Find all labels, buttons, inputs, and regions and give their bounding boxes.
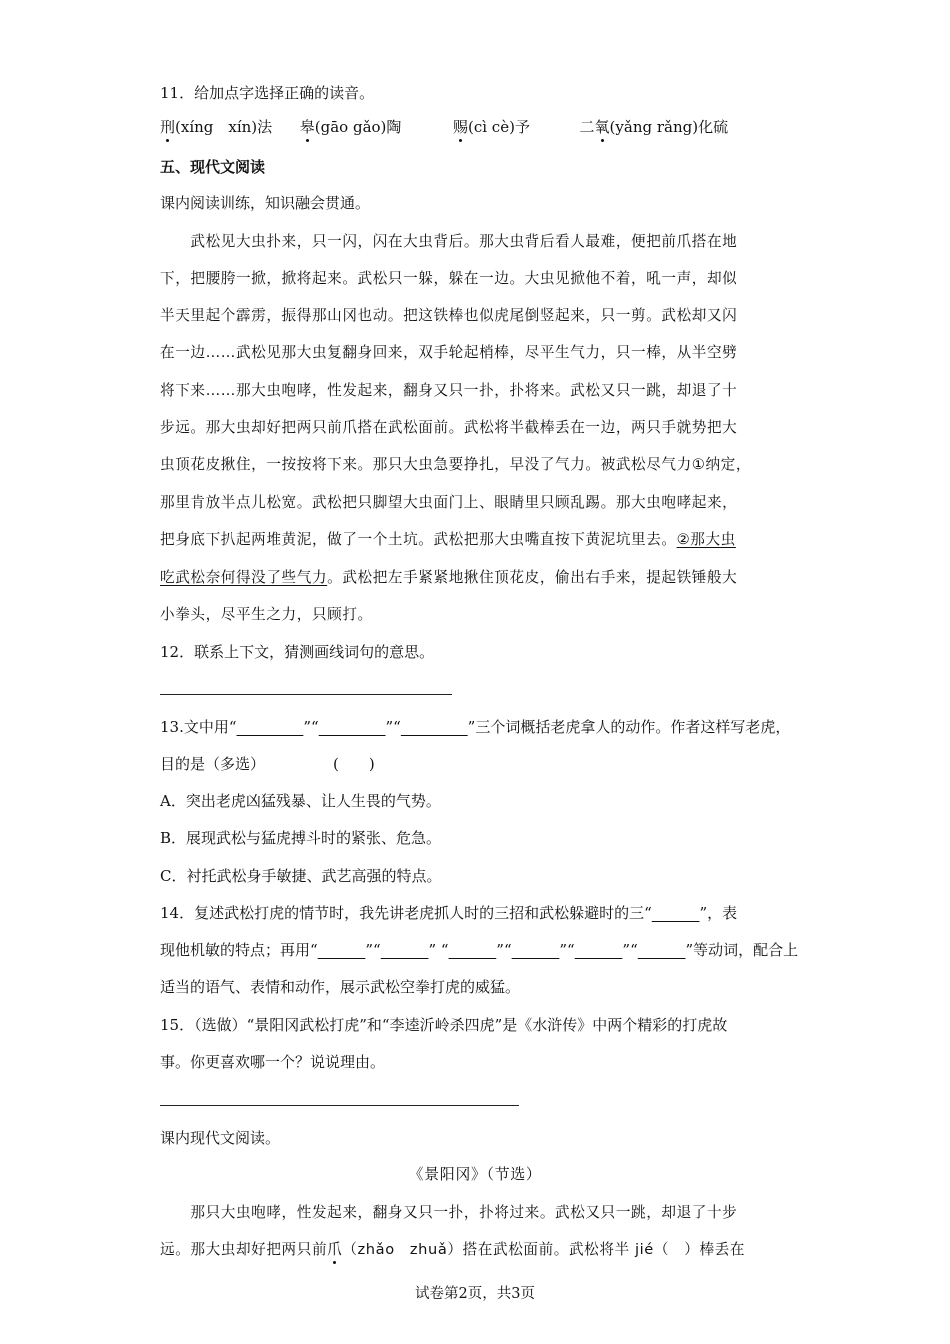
blank[interactable] bbox=[401, 718, 468, 736]
section-heading: 五、现代文阅读 bbox=[160, 158, 266, 176]
passage-line: 将下来……那大虫咆哮，性发起来，翻身又只一扑，扑将来。武松又只一跳，却退了十 bbox=[160, 382, 738, 399]
passage-line: 步远。那大虫却好把两只前爪搭在武松面前。武松将半截棒丢在一边，两只手就势把大 bbox=[160, 419, 738, 436]
passage-line: 那只大虫咆哮，性发起来，翻身又只一扑，扑将过来。武松又只一跳，却退了十步 bbox=[160, 1204, 738, 1221]
passage-line: 远。那大虫却好把两只前爪（zhǎo zhuǎ）搭在武松面前。武松将半 jié（ ）棒丢在 bbox=[160, 1238, 745, 1259]
blank[interactable] bbox=[318, 941, 366, 959]
passage-line: 吃武松奈何得没了些气力。武松把左手紧紧地揪住顶花皮，偷出右手来，提起铁锤般大 bbox=[160, 569, 738, 586]
page-footer: 试卷第2页，共3页 bbox=[415, 1286, 535, 1302]
passage-line: 武松见大虫扑来，只一闪，闪在大虫背后。那大虫背后看人最难，便把前爪搭在地 bbox=[160, 233, 738, 250]
question-14-line2: 现他机敏的特点；再用“ ”“ ” “ ”“ ”“ ”“ ”等动词，配合上 bbox=[160, 941, 799, 959]
question-12: 12．联系上下文，猜测画线词句的意思。 bbox=[160, 643, 435, 661]
passage-line: 下，把腰胯一掀，掀将起来。武松只一躲，躲在一边。大虫见掀他不着，吼一声，却似 bbox=[160, 270, 738, 287]
question-15-line2: 事。你更喜欢哪一个？说说理由。 bbox=[160, 1053, 386, 1071]
reading-intro: 课内现代文阅读。 bbox=[160, 1129, 281, 1147]
blank[interactable] bbox=[319, 718, 386, 736]
question-14-line3: 适当的语气、表情和动作，展示武松空拳打虎的威猛。 bbox=[160, 978, 521, 996]
blank[interactable] bbox=[575, 941, 623, 959]
blank[interactable] bbox=[237, 718, 304, 736]
blank[interactable] bbox=[512, 941, 560, 959]
blank[interactable] bbox=[449, 941, 497, 959]
answer-line-15[interactable] bbox=[160, 1105, 519, 1106]
passage-title: 《景阳冈》（节选） bbox=[408, 1165, 542, 1183]
answer-line-12[interactable] bbox=[160, 694, 452, 695]
blank[interactable] bbox=[638, 941, 686, 959]
q11-item-4: 二氧(yǎng rǎng)化硫 bbox=[579, 118, 729, 136]
q11-item-1: 刑(xíng xín)法 bbox=[160, 118, 273, 136]
option-c: C．衬托武松身手敏捷、武艺高强的特点。 bbox=[160, 867, 442, 885]
underlined-sentence: ②那大虫 bbox=[676, 531, 736, 548]
passage-line: 半天里起个霹雳，振得那山冈也动。把这铁棒也似虎尾倒竖起来，只一剪。武松却又闪 bbox=[160, 307, 738, 324]
dotted-char: 爪 bbox=[327, 1238, 342, 1259]
option-b: B．展现武松与猛虎搏斗时的紧张、危急。 bbox=[160, 829, 442, 847]
question-13-line1: 13.文中用“ ”“ ”“ ”三个词概括老虎拿人的动作。作者这样写老虎， bbox=[160, 718, 791, 736]
section-intro: 课内阅读训练，知识融会贯通。 bbox=[160, 194, 371, 212]
blank[interactable] bbox=[652, 904, 700, 922]
question-11-prompt: 11．给加点字选择正确的读音。 bbox=[160, 84, 375, 102]
answer-paren[interactable]: ( ) bbox=[333, 755, 375, 773]
passage-line: 小拳头，尽平生之力，只顾打。 bbox=[160, 606, 373, 623]
passage-line: 那里肯放半点儿松宽。武松把只脚望大虫面门上、眼睛里只顾乱踢。那大虫咆哮起来， bbox=[160, 494, 738, 511]
question-14-line1: 14．复述武松打虎的情节时，我先讲老虎抓人时的三招和武松躲避时的三“ ”，表 bbox=[160, 904, 738, 922]
option-a: A．突出老虎凶猛残暴、让人生畏的气势。 bbox=[160, 792, 441, 810]
q11-item-2: 皋(gāo gǎo)陶 bbox=[299, 118, 402, 136]
underlined-sentence: 吃武松奈何得没了些气力 bbox=[160, 569, 328, 586]
question-11-items bbox=[160, 116, 728, 137]
passage-line: 把身底下扒起两堆黄泥，做了一个土坑。武松把那大虫嘴直按下黄泥坑里去。②那大虫 bbox=[160, 531, 736, 548]
q11-item-3: 赐(cì cè)予 bbox=[452, 118, 530, 136]
question-15-line1: 15．（选做）“景阳冈武松打虎”和“李逵沂岭杀四虎”是《水浒传》中两个精彩的打虎故 bbox=[160, 1016, 728, 1034]
passage-line: 虫顶花皮揪住，一按按将下来。那只大虫急要挣扎，早没了气力。被武松尽气力①纳定， bbox=[160, 456, 752, 473]
passage-line: 在一边……武松见那大虫复翻身回来，双手轮起梢棒，尽平生气力，只一棒，从半空劈 bbox=[160, 344, 738, 361]
question-13-line2: 目的是（多选） ( ) bbox=[160, 755, 375, 773]
blank[interactable] bbox=[381, 941, 429, 959]
